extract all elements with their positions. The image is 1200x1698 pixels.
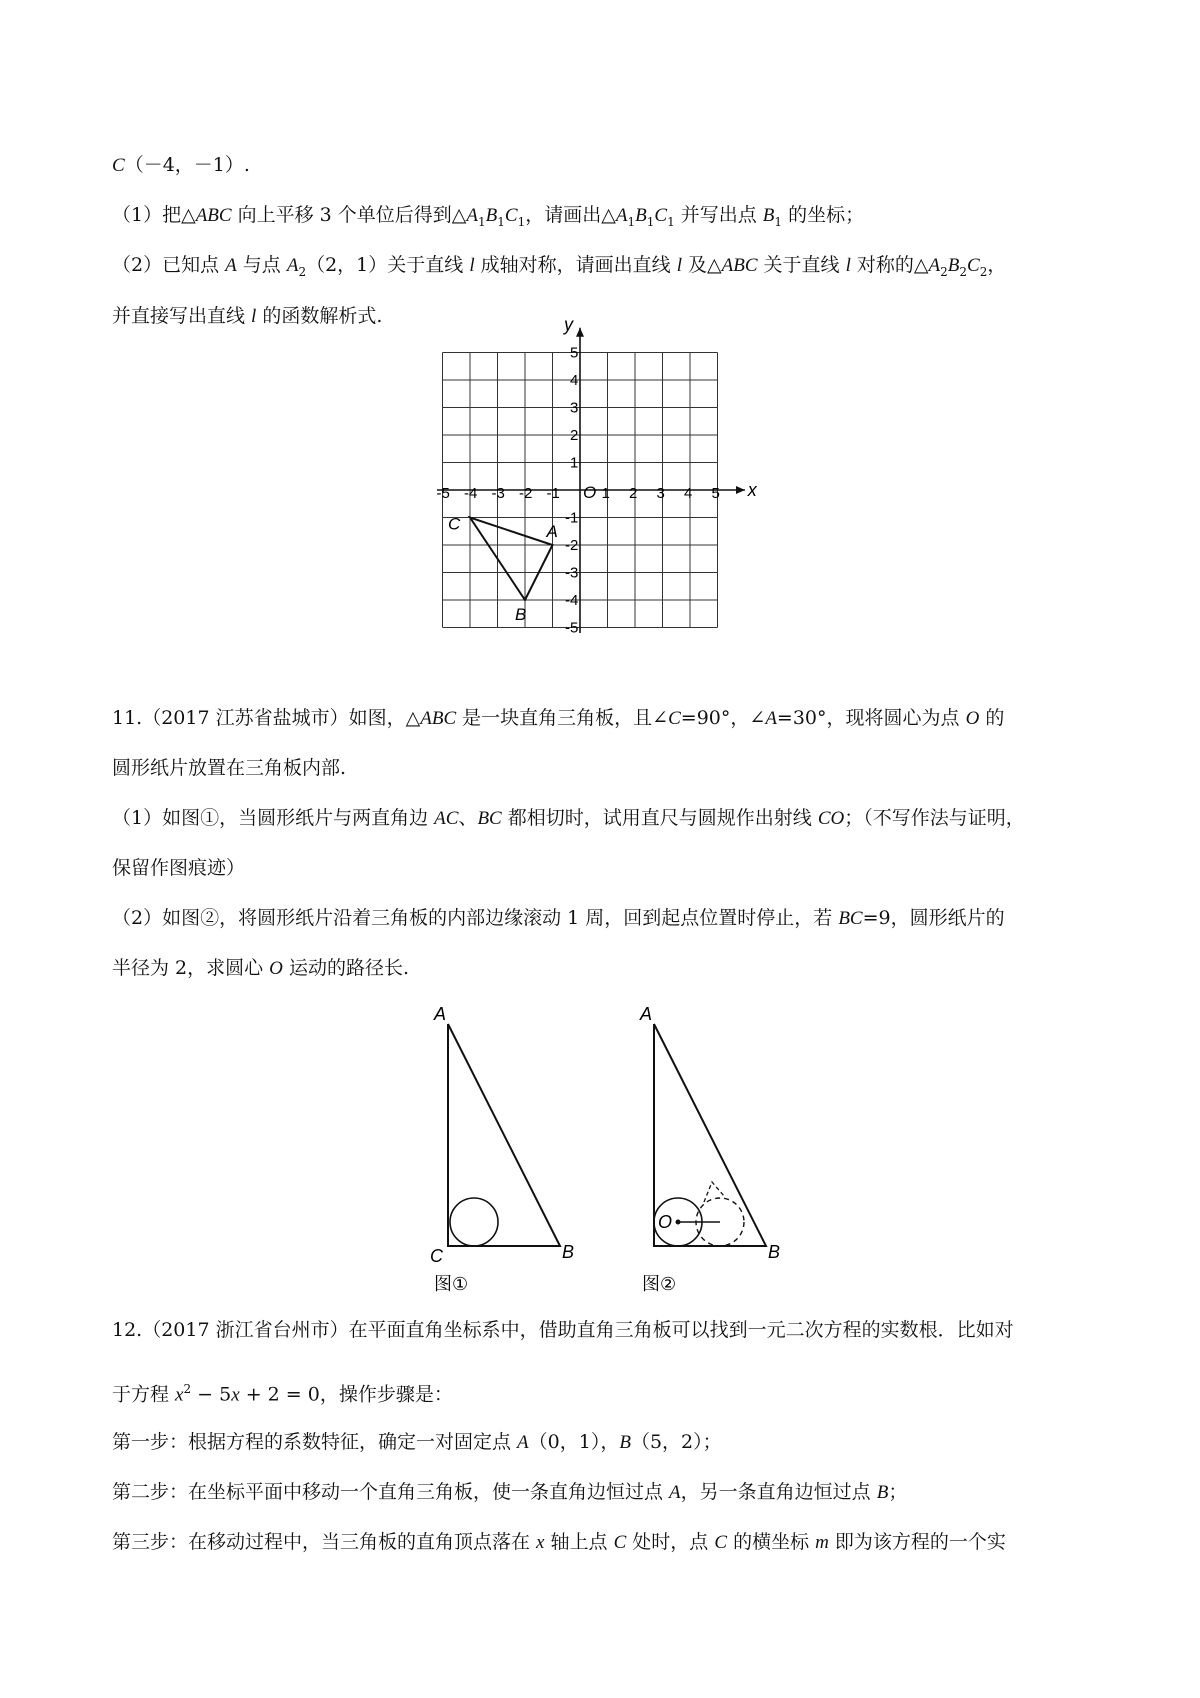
coordinate-grid-figure xyxy=(420,314,760,680)
text-line-13: 第一步：根据方程的系数特征，确定一对固定点 A（0，1），B（5，2）； xyxy=(112,1431,722,1453)
x-tick-label: -4 xyxy=(464,485,478,502)
figure-caption: 图① xyxy=(434,1274,469,1294)
triangle-abc-outline xyxy=(470,518,553,601)
text-line-12: 于方程 $x^2 - 5x + 2 = 0$，操作步骤是： xyxy=(112,1382,453,1406)
vertex-label-a: A xyxy=(640,1004,653,1024)
x-tick-label: 1 xyxy=(601,485,610,502)
text-line-8: 保留作图痕迹） xyxy=(112,857,246,879)
text-line-2: （1）把△ABC 向上平移 3 个单位后得到$\triangle A_1B_1C_1$，请画出$\triangle A_1B_1C_1$ 并写出点 $B_1$ 的坐标； xyxy=(112,204,865,229)
y-tick-label: -1 xyxy=(565,509,579,527)
text-line-14: 第二步：在坐标平面中移动一个直角三角板，使一条直角边恒过点 A，另一条直角边恒过点 B； xyxy=(112,1481,908,1503)
figure-caption: 图② xyxy=(642,1274,677,1294)
y-tick-label: 3 xyxy=(570,399,579,417)
x-axis-label: x xyxy=(747,480,757,500)
triangle-figure-2 xyxy=(630,1000,800,1305)
vertex-label-b: B xyxy=(768,1242,781,1262)
x-tick-label: -1 xyxy=(546,485,560,502)
origin-label: O xyxy=(583,483,597,502)
text-line-9: （2）如图②，将圆形纸片沿着三角板的内部边缘滚动 1 周，回到起点位置时停止，若 BC=9，圆形纸片的 xyxy=(112,907,1005,929)
y-tick-label: -4 xyxy=(565,592,579,609)
dashed-arrow xyxy=(704,1182,724,1202)
y-tick-label: -2 xyxy=(565,537,579,554)
y-tick-label: -5 xyxy=(565,619,579,637)
x-tick-label: -3 xyxy=(491,485,505,502)
axes xyxy=(437,315,758,634)
text-line-1: C（－4，－1）. xyxy=(112,154,250,176)
y-tick-label: -3 xyxy=(565,564,579,582)
x-tick-label: 4 xyxy=(684,485,693,502)
text-line-3: （2）已知点 A 与点 $A_2(2$，1）关于直线 l 成轴对称，请画出直线 l 及△ABC 关于直线 l 对称的$\triangle A_2B_2C_2$， xyxy=(112,254,1007,279)
text-line-6: 圆形纸片放置在三角板内部. xyxy=(112,757,347,779)
y-tick-label: 1 xyxy=(570,454,579,472)
point-label-c: C xyxy=(448,514,461,534)
y-axis-arrow xyxy=(576,328,584,337)
y-tick-label: 4 xyxy=(570,372,579,389)
center-label-o: O xyxy=(658,1212,673,1232)
text-line-4: 并直接写出直线 l 的函数解析式. xyxy=(112,305,383,327)
center-dot xyxy=(676,1220,681,1225)
x-tick-label: 3 xyxy=(656,485,665,502)
point-label-a: A xyxy=(546,522,558,541)
text-line-5: 11.（2017 江苏省盐城市）如图，△ABC 是一块直角三角板，且∠C=90°，∠A=30°，现将圆心为点 O 的 xyxy=(112,707,1005,729)
circle-paper xyxy=(450,1198,498,1246)
x-tick-label: -2 xyxy=(519,485,533,502)
vertex-label-a: A xyxy=(434,1004,447,1024)
point-label-b: B xyxy=(515,605,527,624)
text-line-7: （1）如图①，当圆形纸片与两直角边 AC、BC 都相切时，试用直尺与圆规作出射线 CO；（不写作法与证明， xyxy=(112,807,1025,829)
triangle-figure-1 xyxy=(420,1000,590,1305)
triangle-outline xyxy=(448,1024,560,1246)
x-tick-label: -5 xyxy=(436,485,450,502)
y-axis-label: y xyxy=(564,314,573,335)
text-line-15: 第三步：在移动过程中，当三角板的直角顶点落在 x 轴上点 C 处时，点 C 的横坐标 m 即为该方程的一个实 xyxy=(112,1531,1006,1553)
vertex-label-b: B xyxy=(562,1242,575,1262)
x-tick-label: 2 xyxy=(629,485,638,502)
y-tick-label: 5 xyxy=(570,344,579,362)
triangle-abc xyxy=(448,515,558,625)
x-axis-arrow xyxy=(736,486,745,494)
vertex-label-c: C xyxy=(430,1246,443,1266)
y-tick-label: 2 xyxy=(570,427,579,444)
text-line-10: 半径为 2，求圆心 O 运动的路径长. xyxy=(112,957,409,979)
x-tick-label: 5 xyxy=(711,485,720,502)
text-line-11: 12.（2017 浙江省台州市）在平面直角坐标系中，借助直角三角板可以找到一元二次方程的实数根．比如对 xyxy=(112,1319,1014,1341)
